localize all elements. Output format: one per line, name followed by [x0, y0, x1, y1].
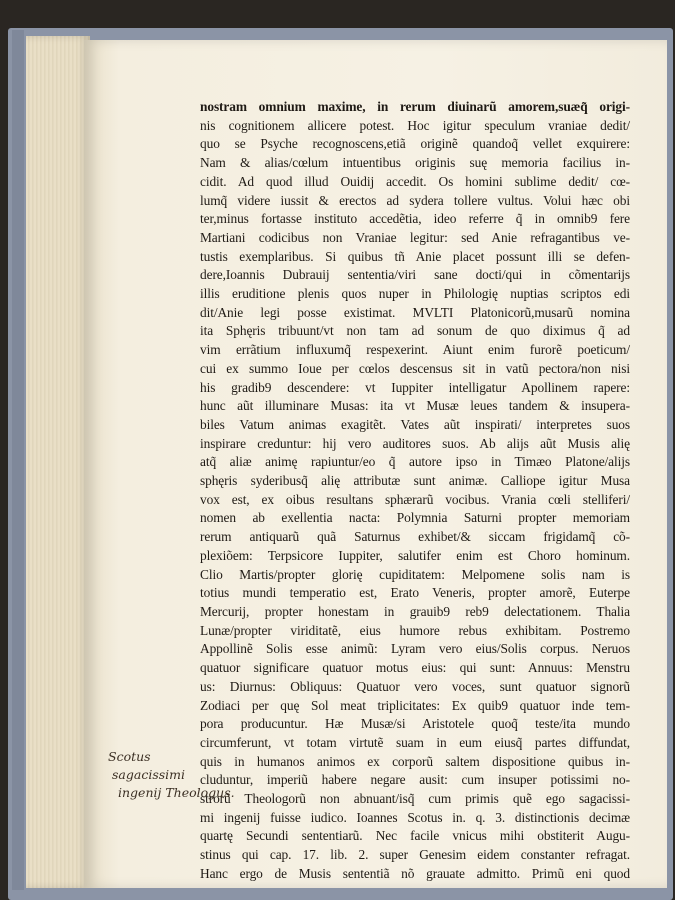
text-line: quatuor significare quatuor motus eius: qui sunt: Annuus: Menstru: [200, 660, 630, 676]
text-line: illis eruditione plenis quos nuper in Philologię nuptias scriptos edi: [200, 286, 630, 302]
text-line: rerum antiquarũ quã Saturnus exhibet/& siccam frigidamq̃ cõ-: [200, 529, 630, 545]
body-text: [200, 98, 630, 884]
text-line: biles Vatum animas exagitẽt. Vates aũt inspirati/ interpretes suos: [200, 416, 630, 432]
marginal-note-line: Scotus: [108, 749, 151, 764]
marginal-note-line: ingenij Theologus.: [118, 785, 235, 800]
text-line: quo se Psyche recognoscens,etiã originẽ quandoq̃ vellet exquirere:: [200, 136, 630, 152]
text-line: vim errãtium influxumq̃ respexerint. Aiunt enim furorẽ poeticum/: [200, 342, 630, 358]
text-line: Clio Martis/propter glorię cupiditatem: Melpomene solis nam is: [200, 566, 630, 582]
text-line: ter,minus fortasse instituto accedẽtia, ideo referre q̃ in omnib9 fere: [200, 211, 630, 227]
text-line: plexiõem: Terpsicore Iuppiter, salutifer enim est Choro hominum.: [200, 547, 630, 563]
text-line: us: Diurnus: Obliquus: Quatuor vero voces, sunt quatuor signorũ: [200, 678, 630, 694]
text-line: dere,Ioannis Dubrauij sententia/viri sane docti/qui in cõmentarijs: [200, 267, 630, 283]
marginal-note-line: sagacissimi: [112, 767, 185, 782]
text-line: pora producuntur. Hæ Musæ/si Aristotele quoq̃ teste/ita mundo: [200, 716, 630, 732]
text-line: Zodiaci per quę Sol meat triplicitates: Ex quib9 quatuor inde tem-: [200, 697, 630, 713]
book-spine-edge: [12, 30, 24, 890]
text-line: circumferunt, vt totam virtutẽ suam in eum eiusq̃ partes diffundat,: [200, 734, 630, 750]
text-line: Lunæ/propter viriditatẽ, eius humore rebus exhibitam. Postremo: [200, 622, 630, 638]
text-line: nostram omnium maxime, in rerum diuinarũ amorem,suæq̃ origi-: [200, 99, 630, 114]
text-line: nis cognitionem allicere potest. Hoc igitur speculum vraniae dedit/: [200, 117, 630, 133]
text-line: Appollinẽ Solis esse animũ: Lyram vero eius/Solis corpus. Neruos: [200, 641, 630, 657]
text-line: tustis exemplaribus. Si quibus tñ Anie placet possunt illi se defen-: [200, 248, 630, 264]
text-line: quis in humanos animos ex corporũ saltem dispositione quibus in-: [200, 753, 630, 769]
text-line: cidit. Ad quod illud Ouidij accedit. Os homini sublime dedit/ cœ-: [200, 173, 630, 189]
text-line: dit/Anie legi posse existimat. MVLTI Platonicorũ,musarũ nomina: [200, 304, 630, 320]
text-line: lumq̃ videre iussit & erectos ad sydera tollere vultus. Volui hæc obi: [200, 192, 630, 208]
text-line: cluduntur, imperiũ habere negare ausit: cum insuper potissimi no-: [200, 772, 630, 788]
text-line: sphęris syderibusq̃ alię attributæ sunt animæ. Calliope igitur Musa: [200, 473, 630, 489]
text-line: cui ex summo Ioue per cœlos descensus sit in vatũ pectora/non nisi: [200, 360, 630, 376]
text-line: atq̃ aliæ animę rapiuntur/eo q̃ autore ipso in Timæo Platone/alijs: [200, 454, 630, 470]
text-line: quartę Secundi sententiarũ. Nec facile vnicus mihi obstiterit Augu-: [200, 828, 630, 844]
text-line: Martiani codicibus non Vraniae legitur: sed Anie refragantibus ve-: [200, 229, 630, 245]
text-line: stinus qui cap. 17. lib. 2. super Genesim eidem constanter refragat.: [200, 847, 630, 863]
page-edges-stack: [26, 36, 90, 888]
text-line: totius mundi temperatio est, Erato Veneris, propter amorẽ, Euterpe: [200, 585, 630, 601]
text-line: mi ingenij fuisse iudico. Ioannes Scotus in. q. 3. distinctionis decimæ: [200, 809, 630, 825]
text-line: Nam & alias/cœlum intuentibus originis suę memoria facilius in-: [200, 155, 630, 171]
text-line: his gradib9 descendere: vt Iuppiter intelligatur Apollinem rapere:: [200, 379, 630, 395]
handwritten-marginal-note: [108, 748, 238, 802]
text-line: nomen ab exellentia nacta: Polymnia Saturni propter memoriam: [200, 510, 630, 526]
text-line: ita Sphęris tribuunt/vt non tam ad sonum de quo diximus q̃ ad: [200, 323, 630, 339]
text-line: hunc aũt illuminare Musas: ita vt Musæ leues tandem & insupera-: [200, 398, 630, 414]
text-line: inspirare creduntur: hij vero auditores suos. Ab alijs aũt Musis alię: [200, 435, 630, 451]
text-line: Hanc ergo de Musis sententiã nõ grauate admitto. Primũ eni quod: [200, 865, 630, 881]
text-line: vox est, ex oibus resultans sphærarũ vocibus. Vrania cœli stelliferi/: [200, 491, 630, 507]
text-line: Mercurij, propter honestam in grauib9 reb9 delectationem. Thalia: [200, 603, 630, 619]
text-line: strorũ Theologorũ non abnuant/isq̃ cum primis quẽ ego sagacissi-: [200, 791, 630, 807]
